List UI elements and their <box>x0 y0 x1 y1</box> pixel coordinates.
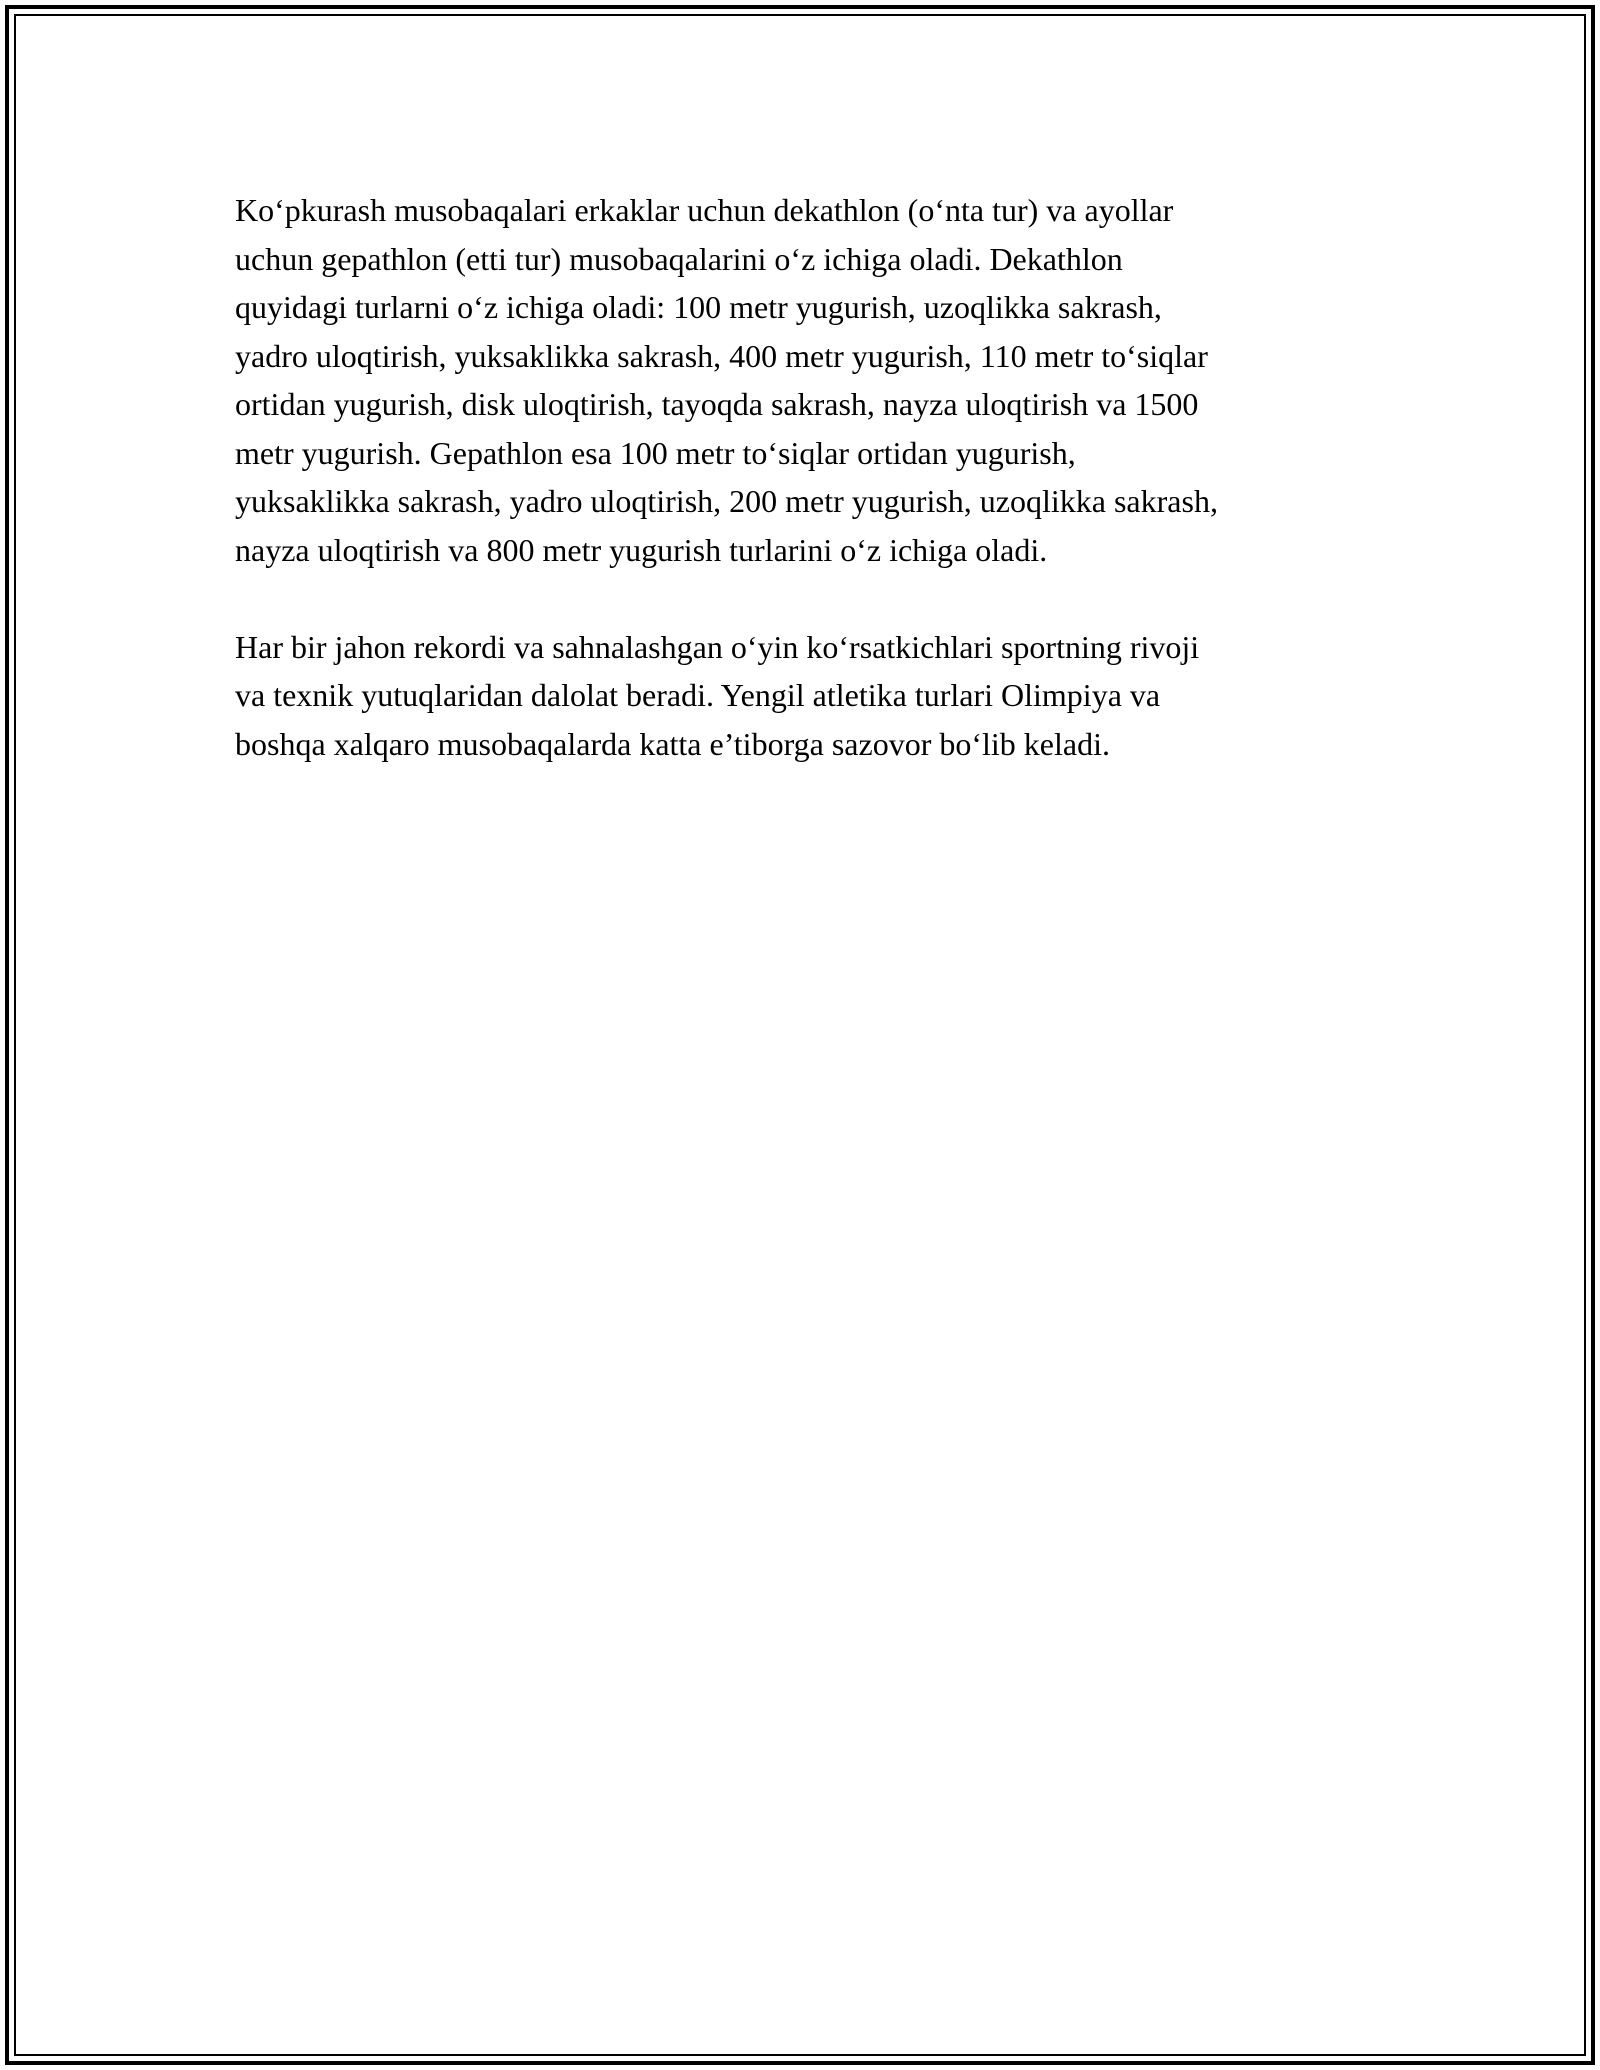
text-line: yuksaklikka sakrash, yadro uloqtirish, 200 metr yugurish, uzoqlikka sakrash, <box>235 483 1218 519</box>
text-line: nayza uloqtirish va 800 metr yugurish turlarini o‘z ichiga oladi. <box>235 531 1048 568</box>
text-line: Ko‘pkurash musobaqalari erkaklar uchun dekathlon (o‘nta tur) va ayollar <box>235 192 1174 228</box>
text-line: metr yugurish. Gepathlon esa 100 metr to‘siqlar ortidan yugurish, <box>235 434 1076 471</box>
text-line: yadro uloqtirish, yuksaklikka sakrash, 400 metr yugurish, 110 metr to‘siqlar <box>235 337 1208 374</box>
document-body <box>235 186 1385 768</box>
text-line: quyidagi turlarni o‘z ichiga oladi: 100 metr yugurish, uzoqlikka sakrash, <box>235 289 1162 325</box>
text-line: boshqa xalqaro musobaqalarda katta e’tiborga sazovor bo‘lib keladi. <box>235 725 1110 762</box>
text-line: va texnik yutuqlaridan dalolat beradi. Yengil atletika turlari Olimpiya va <box>235 677 1161 713</box>
text-line: uchun gepathlon (etti tur) musobaqalarini o‘z ichiga oladi. Dekathlon <box>235 240 1123 277</box>
text-line: ortidan yugurish, disk uloqtirish, tayoqda sakrash, nayza uloqtirish va 1500 <box>235 386 1199 422</box>
paragraph-multi-events <box>235 186 1385 574</box>
text-line: Har bir jahon rekordi va sahnalashgan o‘yin ko‘rsatkichlari sportning rivoji <box>235 628 1200 665</box>
paragraph-records <box>235 623 1385 769</box>
